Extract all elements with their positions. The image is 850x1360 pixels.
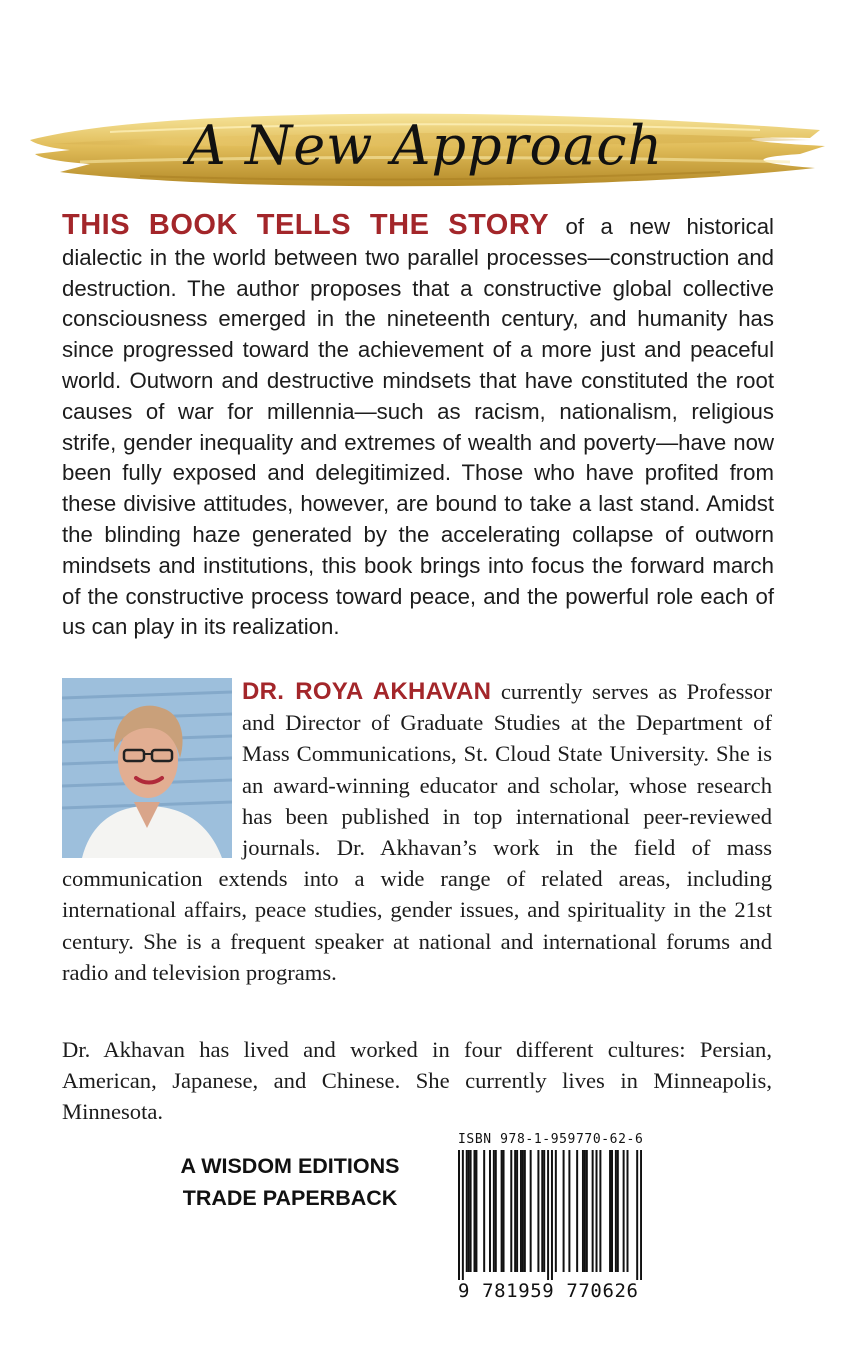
barcode-bar — [563, 1150, 565, 1272]
barcode-bar — [530, 1150, 532, 1272]
barcode-bar — [555, 1150, 557, 1272]
barcode-bar — [596, 1150, 598, 1272]
barcode-bar — [493, 1150, 495, 1272]
barcode-bar — [576, 1150, 578, 1272]
title-banner — [20, 92, 830, 202]
imprint-line-1: A WISDOM EDITIONS — [180, 1154, 400, 1178]
barcode-bar — [495, 1150, 497, 1272]
barcode-bar — [458, 1150, 460, 1280]
barcode-bar — [524, 1150, 526, 1272]
barcode-bar — [541, 1150, 543, 1272]
barcode-bar — [475, 1150, 477, 1272]
barcode-bar — [470, 1150, 472, 1272]
barcode-bar — [547, 1150, 549, 1280]
barcode-bar — [582, 1150, 584, 1272]
book-description — [62, 210, 774, 643]
barcode-bar — [584, 1150, 586, 1272]
barcode-bar — [636, 1150, 638, 1280]
author-name: DR. ROYA AKHAVAN — [242, 678, 492, 705]
barcode-bar — [537, 1150, 539, 1272]
isbn-label: ISBN 978-1-959770-62-6 — [458, 1132, 644, 1147]
isbn-barcode — [458, 1150, 642, 1280]
book-tagline: A New Approach — [186, 114, 664, 177]
barcode-bar — [466, 1150, 468, 1272]
barcode-bar — [551, 1150, 553, 1280]
barcode-bar — [489, 1150, 491, 1272]
barcode-bar — [514, 1150, 516, 1272]
barcode-bar — [586, 1150, 588, 1272]
barcode-bar — [503, 1150, 505, 1272]
barcode-bar — [615, 1150, 617, 1272]
barcode-bar — [592, 1150, 594, 1272]
barcode-bar — [617, 1150, 619, 1272]
barcode-bar — [520, 1150, 522, 1272]
barcode-bar — [462, 1150, 464, 1280]
barcode-bar — [568, 1150, 570, 1272]
barcode-bar — [501, 1150, 503, 1272]
imprint-label — [150, 1150, 430, 1214]
description-text: of a new historical dialectic in the world between two parallel processes—construction and destruction. The author proposes that a constructive global collective consciousness emerged in the nineteenth century, and humanity has since progressed toward the achievement of a more just and peaceful world. Outworn and destructive mindsets that have constituted the root causes of war for millennia—such as racism, nationalism, religious strife, gender inequality and extremes of wealth and poverty—have now been fully exposed and delegitimized. Those who have profited from these divisive attitudes, however, are bound to take a last stand. Amidst the blinding haze generated by the accelerating collapse of outworn mindsets and institutions, this book brings into focus the forward march of the constructive process toward peace, and the powerful role each of us can play in its realization. — [62, 214, 774, 640]
isbn-digits: 9 781959 770626 — [458, 1280, 639, 1302]
author-residence: Dr. Akhavan has lived and worked in four different cultures: Persian, American, Japanese, and Chinese. She currently lives in Minneapolis, Minnesota. — [62, 1037, 772, 1125]
barcode-bar — [640, 1150, 642, 1280]
imprint-line-2: TRADE PAPERBACK — [182, 1186, 398, 1210]
barcode-bar — [473, 1150, 475, 1272]
description-lead: THIS BOOK TELLS THE STORY — [62, 209, 550, 241]
barcode-bar — [599, 1150, 601, 1272]
barcode-bar — [609, 1150, 611, 1272]
barcode-bar — [522, 1150, 524, 1272]
barcode-bar — [468, 1150, 470, 1272]
barcode-bar — [543, 1150, 545, 1272]
author-bio — [62, 676, 772, 988]
barcode-bar — [516, 1150, 518, 1272]
barcode-bar — [611, 1150, 613, 1272]
barcode-bar — [623, 1150, 625, 1272]
barcode-bar — [510, 1150, 512, 1272]
author-bio-text: currently serves as Professor and Director of Graduate Studies at the Department of Mass Communications, St. Cloud State University. She is an award-winning educator and scholar, whose research has been published in top international peer-reviewed journals. Dr. Akhavan’s work in the field of mass communication extends into a wide range of related areas, including international affairs, peace studies, gender issues, and spirituality in the 21st century. She is a frequent speaker at national and international forums and radio and television programs. — [62, 679, 772, 985]
barcode-bar — [483, 1150, 485, 1272]
barcode-bar — [627, 1150, 629, 1272]
